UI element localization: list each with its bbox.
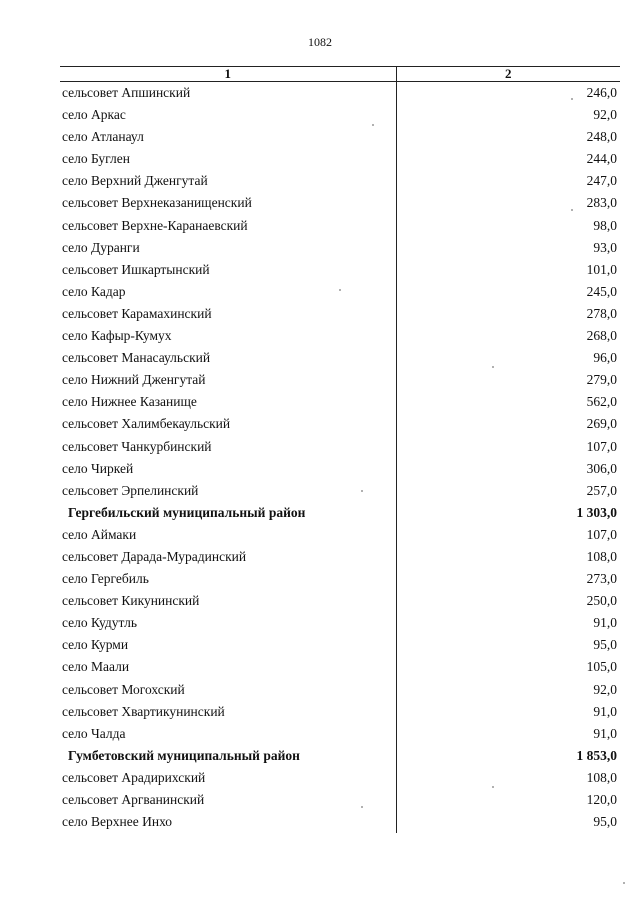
scan-speck (361, 490, 363, 492)
table-row (60, 237, 620, 259)
settlement-value: 257,0 (586, 482, 617, 498)
table-header (60, 67, 620, 82)
scan-speck (492, 366, 494, 368)
settlement-value: 91,0 (593, 725, 617, 741)
scan-speck (339, 289, 341, 291)
table-row (60, 458, 620, 480)
settlement-name: сельсовет Халимбекаульский (60, 413, 396, 435)
settlement-name: село Атланаул (60, 126, 396, 148)
settlement-value: 101,0 (586, 261, 617, 277)
settlement-name: сельсовет Манасаульский (60, 347, 396, 369)
table-row (60, 612, 620, 634)
settlement-name: село Маали (60, 656, 396, 678)
settlement-value: 91,0 (593, 703, 617, 719)
table-row (60, 590, 620, 612)
settlement-name: село Буглен (60, 148, 396, 170)
settlement-value: 250,0 (586, 593, 617, 609)
table-row (60, 789, 620, 811)
settlement-value: 92,0 (593, 107, 617, 123)
table-row (60, 192, 620, 214)
table-row (60, 568, 620, 590)
table-row (60, 391, 620, 413)
settlement-name: сельсовет Апшинский (60, 82, 396, 105)
data-table (60, 66, 620, 833)
district-row (60, 745, 620, 767)
table-row (60, 436, 620, 458)
settlement-name: село Кадар (60, 281, 396, 303)
data-table-container (60, 66, 620, 833)
table-row (60, 325, 620, 347)
table-row (60, 656, 620, 678)
settlement-value: 93,0 (593, 239, 617, 255)
table-row (60, 480, 620, 502)
scan-speck (571, 209, 573, 211)
table-row (60, 170, 620, 192)
settlement-name: сельсовет Хвартикунинский (60, 701, 396, 723)
settlement-value: 105,0 (586, 659, 617, 675)
table-row (60, 546, 620, 568)
table-row (60, 701, 620, 723)
settlement-name: село Аймаки (60, 524, 396, 546)
settlement-value: 120,0 (586, 792, 617, 807)
settlement-name: сельсовет Карамахинский (60, 303, 396, 325)
district-name: Гергебильский муниципальный район (60, 502, 396, 524)
settlement-value: 108,0 (586, 548, 617, 564)
settlement-value: 269,0 (586, 416, 617, 432)
settlement-value: 278,0 (586, 305, 617, 321)
settlement-value: 283,0 (586, 195, 617, 211)
page-number: 1082 (308, 35, 332, 49)
scan-speck (623, 882, 625, 884)
settlement-value: 108,0 (586, 769, 617, 785)
settlement-value: 245,0 (586, 283, 617, 299)
table-row (60, 347, 620, 369)
settlement-name: сельсовет Чанкурбинский (60, 436, 396, 458)
table-row (60, 215, 620, 237)
settlement-name: село Нижний Дженгутай (60, 369, 396, 391)
table-row (60, 369, 620, 391)
settlement-value: 244,0 (586, 151, 617, 167)
settlement-name: село Курми (60, 634, 396, 656)
settlement-value: 107,0 (586, 438, 617, 454)
district-total: 1 303,0 (576, 504, 617, 520)
settlement-name: сельсовет Верхне-Каранаевский (60, 215, 396, 237)
settlement-value: 268,0 (586, 328, 617, 344)
settlement-name: село Чиркей (60, 458, 396, 480)
settlement-name: село Верхнее Инхо (60, 811, 396, 833)
settlement-value: 91,0 (593, 615, 617, 631)
table-row (60, 413, 620, 435)
table-row (60, 767, 620, 789)
settlement-value: 96,0 (593, 350, 617, 366)
table-row (60, 303, 620, 325)
scan-speck (492, 786, 494, 788)
table-row (60, 148, 620, 170)
settlement-name: село Дуранги (60, 237, 396, 259)
table-row (60, 82, 620, 105)
settlement-name: село Кудутль (60, 612, 396, 634)
settlement-name: сельсовет Эрпелинский (60, 480, 396, 502)
district-name: Гумбетовский муниципальный район (60, 745, 396, 767)
table-body (60, 82, 620, 834)
settlement-value: 279,0 (586, 372, 617, 388)
table-row (60, 104, 620, 126)
column-header-2: 2 (396, 67, 620, 82)
table-row (60, 811, 620, 833)
settlement-name: село Чалда (60, 723, 396, 745)
column-header-1: 1 (60, 67, 396, 82)
settlement-name: село Кафыр-Кумух (60, 325, 396, 347)
settlement-value: 98,0 (593, 217, 617, 233)
settlement-name: сельсовет Дарада-Мурадинский (60, 546, 396, 568)
table-row (60, 634, 620, 656)
settlement-name: сельсовет Ишкартынский (60, 259, 396, 281)
settlement-name: сельсовет Аргванинский (60, 789, 396, 811)
settlement-value: 92,0 (593, 681, 617, 697)
settlement-name: село Гергебиль (60, 568, 396, 590)
district-total: 1 853,0 (576, 747, 617, 763)
table-row (60, 723, 620, 745)
settlement-value: 95,0 (593, 637, 617, 653)
settlement-value: 107,0 (586, 526, 617, 542)
settlement-value: 247,0 (586, 173, 617, 189)
table-row (60, 281, 620, 303)
settlement-name: село Нижнее Казанище (60, 391, 396, 413)
settlement-name: сельсовет Верхнеказанищенский (60, 192, 396, 214)
settlement-value: 248,0 (586, 129, 617, 145)
settlement-value: 562,0 (586, 394, 617, 410)
settlement-name: сельсовет Кикунинский (60, 590, 396, 612)
settlement-name: село Верхний Дженгутай (60, 170, 396, 192)
table-row (60, 524, 620, 546)
settlement-value: 273,0 (586, 571, 617, 587)
settlement-name: сельсовет Арадирихский (60, 767, 396, 789)
scan-speck (361, 806, 363, 808)
settlement-name: село Аркас (60, 104, 396, 126)
settlement-value: 306,0 (586, 460, 617, 476)
settlement-value: 246,0 (586, 85, 617, 100)
header-row (60, 67, 620, 82)
table-row (60, 126, 620, 148)
scan-speck (571, 98, 573, 100)
district-row (60, 502, 620, 524)
table-row (60, 259, 620, 281)
table-row (60, 679, 620, 701)
settlement-name: сельсовет Могохский (60, 679, 396, 701)
scan-speck (372, 124, 374, 126)
settlement-value: 95,0 (593, 814, 617, 830)
